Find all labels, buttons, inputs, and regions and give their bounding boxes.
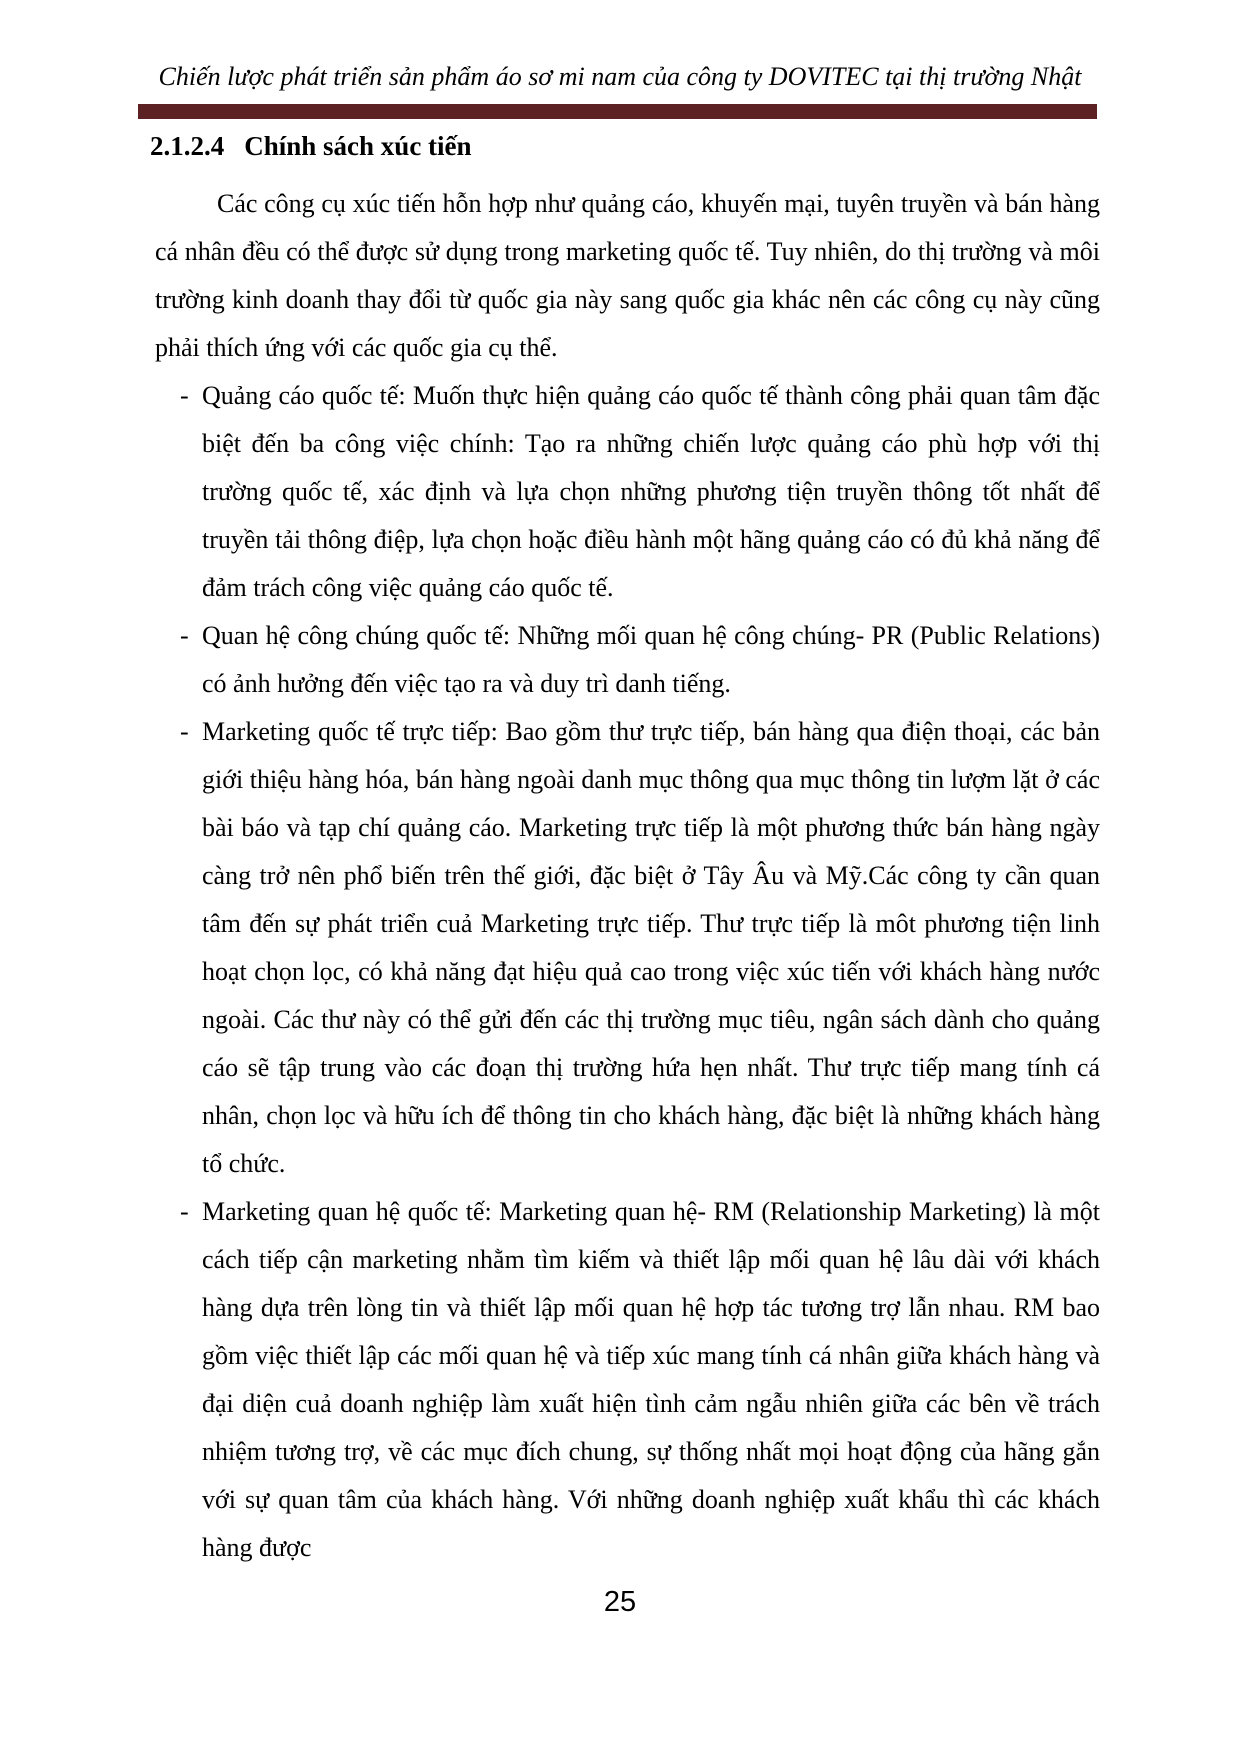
bullet-marker: - <box>180 717 189 746</box>
section-number: 2.1.2.4 <box>150 131 225 161</box>
bullet-item-public-relations <box>155 612 1100 708</box>
bullet-list <box>155 372 1100 1572</box>
bullet-item-direct-marketing <box>155 708 1100 1188</box>
section-heading <box>150 131 472 162</box>
bullet-marker: - <box>180 621 189 650</box>
bullet-text: Quan hệ công chúng quốc tế: Những mối quan hệ công chúng- PR (Public Relations) có ảnh hưởng đến việc tạo ra và duy trì danh tiếng. <box>202 621 1100 698</box>
intro-paragraph: Các công cụ xúc tiến hỗn hợp như quảng cáo, khuyến mại, tuyên truyền và bán hàng cá nhân đều có thể được sử dụng trong marketing quốc tế. Tuy nhiên, do thị trường và môi trường kinh doanh thay đổi từ quốc gia này sang quốc gia khác nên các công cụ này cũng phải thích ứng với các quốc gia cụ thể. <box>155 189 1100 362</box>
header-rule <box>138 104 1097 119</box>
body-text <box>155 180 1100 1572</box>
bullet-text: Marketing quốc tế trực tiếp: Bao gồm thư trực tiếp, bán hàng qua điện thoại, các bản giới thiệu hàng hóa, bán hàng ngoài danh mục thông qua mục thông tin lượm lặt ở các bài báo và tạp chí quảng cáo. Marketing trực tiếp là một phương thức bán hàng ngày càng trở nên phổ biến trên thế giới, đặc biệt ở Tây Âu và Mỹ.Các công ty cần quan tâm đến sự phát triển cuả Marketing trực tiếp. Thư trực tiếp là môt phương tiện linh hoạt chọn lọc, có khả năng đạt hiệu quả cao trong việc xúc tiến với khách hàng nước ngoài. Các thư này có thể gửi đến các thị trường mục tiêu, ngân sách dành cho quảng cáo sẽ tập trung vào các đoạn thị trường hứa hẹn nhất. Thư trực tiếp mang tính cá nhân, chọn lọc và hữu ích để thông tin cho khách hàng, đặc biệt là những khách hàng tổ chức. <box>202 717 1100 1178</box>
bullet-marker: - <box>180 381 189 410</box>
bullet-text: Marketing quan hệ quốc tế: Marketing quan hệ- RM (Relationship Marketing) là một cách tiếp cận marketing nhằm tìm kiếm và thiết lập mối quan hệ lâu dài với khách hàng dựa trên lòng tin và thiết lập mối quan hệ hợp tác tương trợ lẫn nhau. RM bao gồm việc thiết lập các mối quan hệ và tiếp xúc mang tính cá nhân giữa khách hàng và đại diện cuả doanh nghiệp làm xuất hiện tình cảm ngẫu nhiên giữa các bên về trách nhiệm tương trợ, về các mục đích chung, sự thống nhất mọi hoạt động của hãng gắn với sự quan tâm của khách hàng. Với những doanh nghiệp xuất khẩu thì các khách hàng được <box>202 1197 1100 1562</box>
bullet-item-advertising <box>155 372 1100 612</box>
page-number: 25 <box>603 1586 637 1618</box>
bullet-text: Quảng cáo quốc tế: Muốn thực hiện quảng cáo quốc tế thành công phải quan tâm đặc biệt đến ba công việc chính: Tạo ra những chiến lược quảng cáo phù hợp với thị trường quốc tế, xác định và lựa chọn những phương tiện truyền thông tốt nhất để truyền tải thông điệp, lựa chọn hoặc điều hành một hãng quảng cáo có đủ khả năng để đảm trách công việc quảng cáo quốc tế. <box>202 381 1100 602</box>
running-header: Chiến lược phát triển sản phẩm áo sơ mi nam của công ty DOVITEC tại thị trường Nhật <box>158 62 1082 91</box>
bullet-item-relationship-marketing <box>155 1188 1100 1572</box>
section-title: Chính sách xúc tiến <box>244 131 472 161</box>
bullet-marker: - <box>180 1197 189 1226</box>
